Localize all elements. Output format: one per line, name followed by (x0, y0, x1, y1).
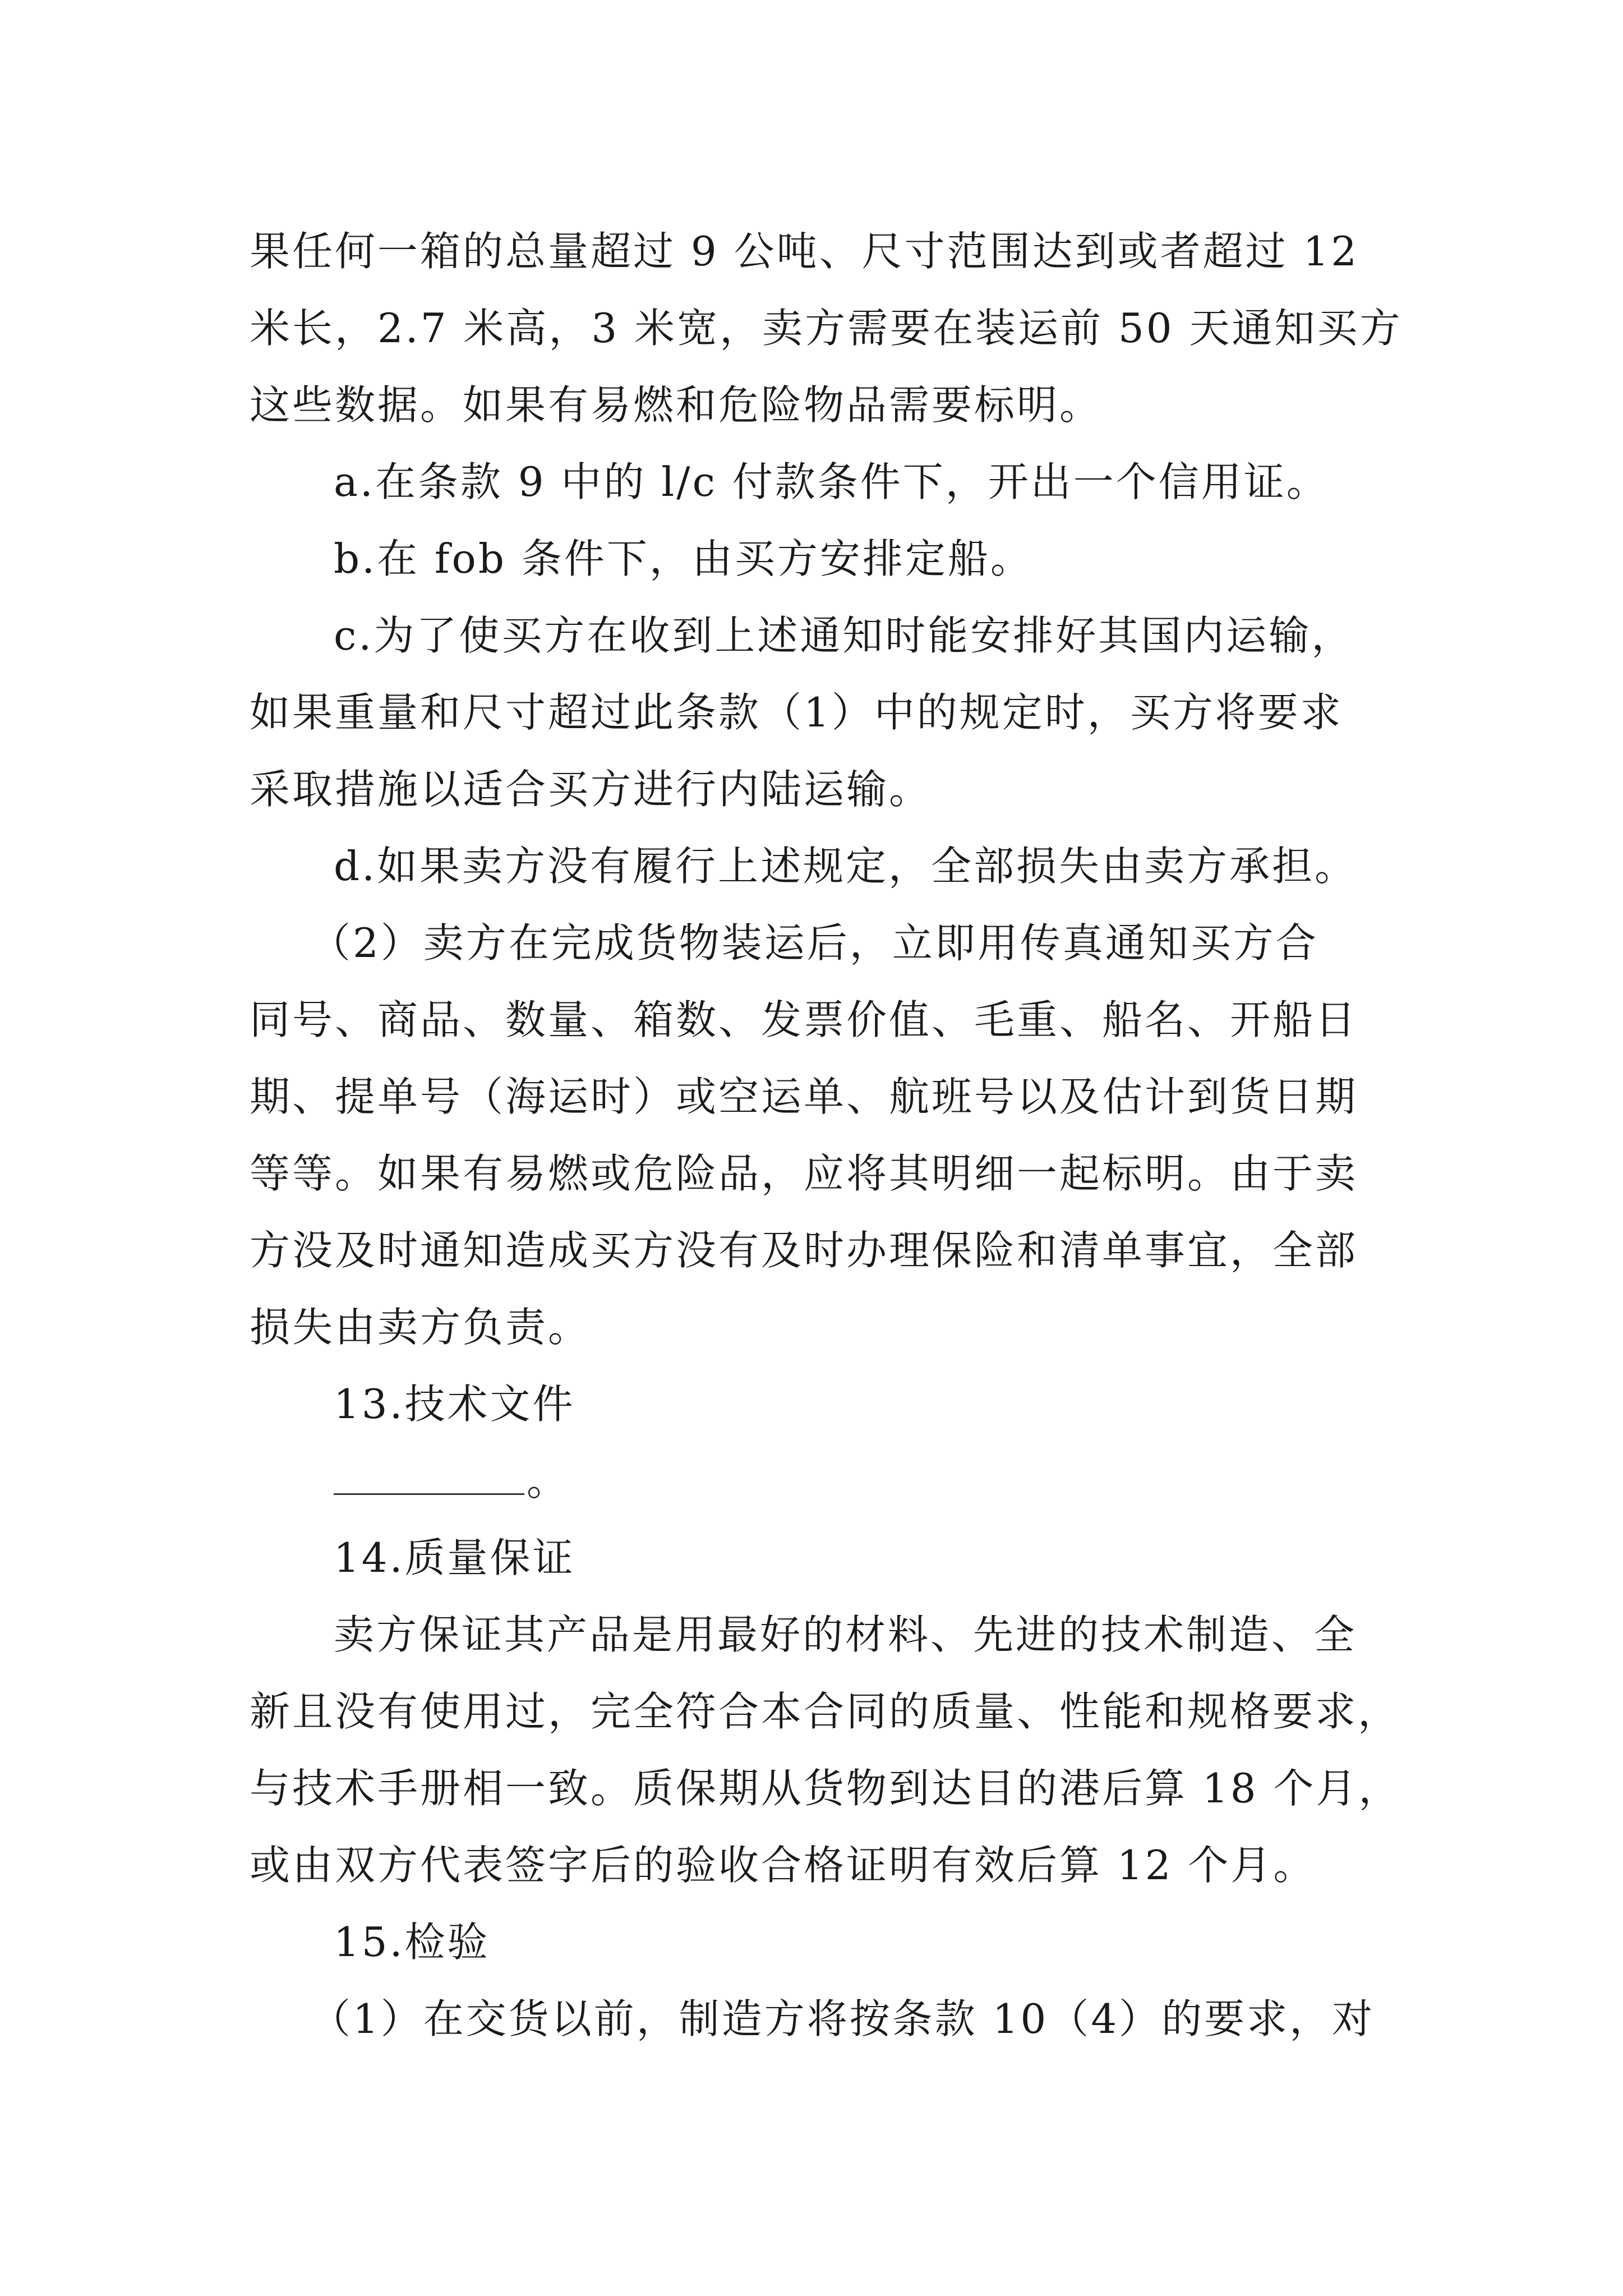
text-line: 期、提单号（海运时）或空运单、航班号以及估计到货日期 (250, 1073, 1358, 1120)
section-heading-15: 15.检验 (334, 1918, 490, 1966)
text-line: 这些数据。如果有易燃和危险物品需要标明。 (250, 381, 1103, 429)
document-page (250, 213, 1422, 2058)
text-line: 与技术手册相一致。质保期从货物到达目的港后算 18 个月， (250, 1765, 1401, 1812)
text-line: 损失由卖方负责。 (250, 1304, 591, 1351)
section-heading-14: 14.质量保证 (334, 1534, 575, 1581)
clause-b: b.在 fob 条件下，由买方安排定船。 (334, 535, 1033, 582)
fill-in-blank (250, 1443, 1422, 1520)
clause-c: c.为了使买方在收到上述通知时能安排好其国内运输， (334, 612, 1354, 659)
inspection-clause-1: （1）在交货以前，制造方将按条款 10（4）的要求，对 (310, 1995, 1375, 2042)
clause-a: a.在条款 9 中的 l/c 付款条件下，开出一个信用证。 (334, 458, 1329, 505)
text-line: 采取措施以适合买方进行内陆运输。 (250, 766, 932, 813)
blank-terminator: 。 (527, 1457, 570, 1504)
text-line: 同号、商品、数量、箱数、发票价值、毛重、船名、开船日 (250, 996, 1358, 1043)
section-heading-13: 13.技术文件 (334, 1381, 575, 1428)
text-line: 米长，2.7 米高，3 米宽，卖方需要在装运前 50 天通知买方 (250, 305, 1403, 352)
text-line: 如果重量和尺寸超过此条款（1）中的规定时，买方将要求 (250, 689, 1343, 736)
clause-d: d.如果卖方没有履行上述规定，全部损失由卖方承担。 (334, 843, 1357, 890)
text-line: 卖方保证其产品是用最好的材料、先进的技术制造、全 (334, 1611, 1357, 1658)
blank-underline (334, 1461, 524, 1495)
text-line: 果任何一箱的总量超过 9 公吨、尺寸范围达到或者超过 12 (250, 228, 1359, 275)
text-line: 方没及时通知造成买方没有及时办理保险和清单事宜，全部 (250, 1227, 1358, 1274)
clause-2: （2）卖方在完成货物装运后，立即用传真通知买方合 (310, 919, 1318, 967)
text-line: 或由双方代表签字后的验收合格证明有效后算 12 个月。 (250, 1842, 1316, 1889)
text-line: 新且没有使用过，完全符合本合同的质量、性能和规格要求， (250, 1688, 1401, 1735)
text-line: 等等。如果有易燃或危险品，应将其明细一起标明。由于卖 (250, 1150, 1358, 1197)
